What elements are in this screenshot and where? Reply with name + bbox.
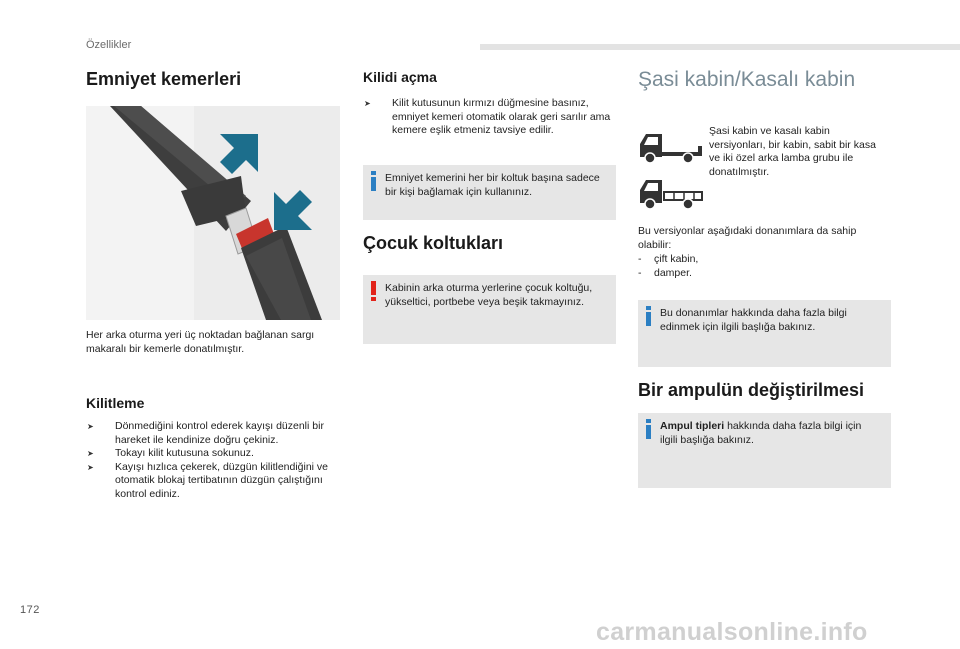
arrow-bullet-icon: ➤ bbox=[87, 422, 94, 431]
chassis-cab-title: Şasi kabin/Kasalı kabin bbox=[638, 68, 856, 91]
arrow-bullet-icon: ➤ bbox=[364, 99, 371, 108]
locking-title: Kilitleme bbox=[86, 395, 145, 411]
bulb-note bbox=[638, 413, 891, 488]
info-note-text: Emniyet kemerini her bir koltuk başına sadece bir kişi bağlamak için kullanınız. bbox=[385, 172, 600, 198]
arrow-bullet-icon: ➤ bbox=[87, 462, 94, 472]
bulb-types-link: Ampul tipleri bbox=[660, 420, 725, 432]
locking-steps bbox=[86, 420, 342, 501]
chassis-cab-icon bbox=[638, 130, 704, 166]
platform-cab-icon bbox=[638, 176, 704, 212]
bulb-change-title: Bir ampulün değiştirilmesi bbox=[638, 380, 865, 400]
warning-note bbox=[363, 275, 616, 344]
page-number: 172 bbox=[20, 604, 40, 616]
seat-belt-illustration bbox=[86, 106, 340, 320]
info-icon bbox=[644, 306, 653, 326]
warning-note-text: Kabinin arka oturma yerlerine çocuk koltuğu, yükseltici, portbebe veya beşik takmayınız. bbox=[385, 282, 593, 308]
list-item: - damper. bbox=[638, 266, 692, 279]
list-item: ➤ Dönmediğini kontrol ederek kayışı düzenli bir hareket ile kendinize doğru çekiniz. bbox=[87, 420, 324, 446]
info-icon bbox=[369, 171, 378, 191]
unlocking-title: Kilidi açma bbox=[363, 69, 437, 85]
seat-belt-image bbox=[86, 106, 340, 320]
seat-belts-intro: Her arka oturma yeri üç noktadan bağlanan sargı makaralı bir kemerle donatılmıştır. bbox=[86, 329, 315, 355]
info-note bbox=[363, 165, 616, 220]
bulb-note-text: Ampul tipleri hakkında daha fazla bilgi için ilgili başlığa bakınız. bbox=[660, 420, 862, 446]
list-item: ➤ Kayışı hızlıca çekerek, düzgün kilitlendiğini ve otomatik blokaj tertibatının düzgün çalıştığını kontrol ediniz. bbox=[87, 460, 329, 500]
header-bar bbox=[480, 44, 960, 50]
child-seats-title: Çocuk koltukları bbox=[363, 233, 504, 253]
list-item: ➤ Kilit kutusunun kırmızı düğmesine basınız, emniyet kemeri otomatik olarak geri sarılır ama kemere eşlik etmeniz tavsiye edilir. bbox=[364, 97, 611, 136]
section-label: Özellikler bbox=[86, 39, 132, 51]
more-info-note-text: Bu donanımlar hakkında daha fazla bilgi edinmek için ilgili başlığa bakınız. bbox=[660, 307, 847, 333]
arrow-bullet-icon: ➤ bbox=[87, 449, 94, 458]
vehicle-description: Şasi kabin ve kasalı kabin versiyonları, bir kabin, sabit bir kasa ve iki özel arka lamba grubu ile donatılmıştır. bbox=[709, 125, 876, 178]
watermark: carmanualsonline.info bbox=[596, 618, 868, 646]
versions-list bbox=[638, 253, 892, 280]
versions-intro: Bu versiyonlar aşağıdaki donanımlara da sahip olabilir: bbox=[638, 225, 857, 251]
warning-icon bbox=[369, 281, 378, 301]
seat-belts-title: Emniyet kemerleri bbox=[86, 69, 242, 89]
info-icon bbox=[644, 419, 653, 439]
list-item: ➤ Tokayı kilit kutusuna sokunuz. bbox=[87, 447, 254, 459]
more-info-note bbox=[638, 300, 891, 367]
list-item: - çift kabin, bbox=[638, 253, 699, 265]
unlocking-steps bbox=[363, 97, 617, 138]
